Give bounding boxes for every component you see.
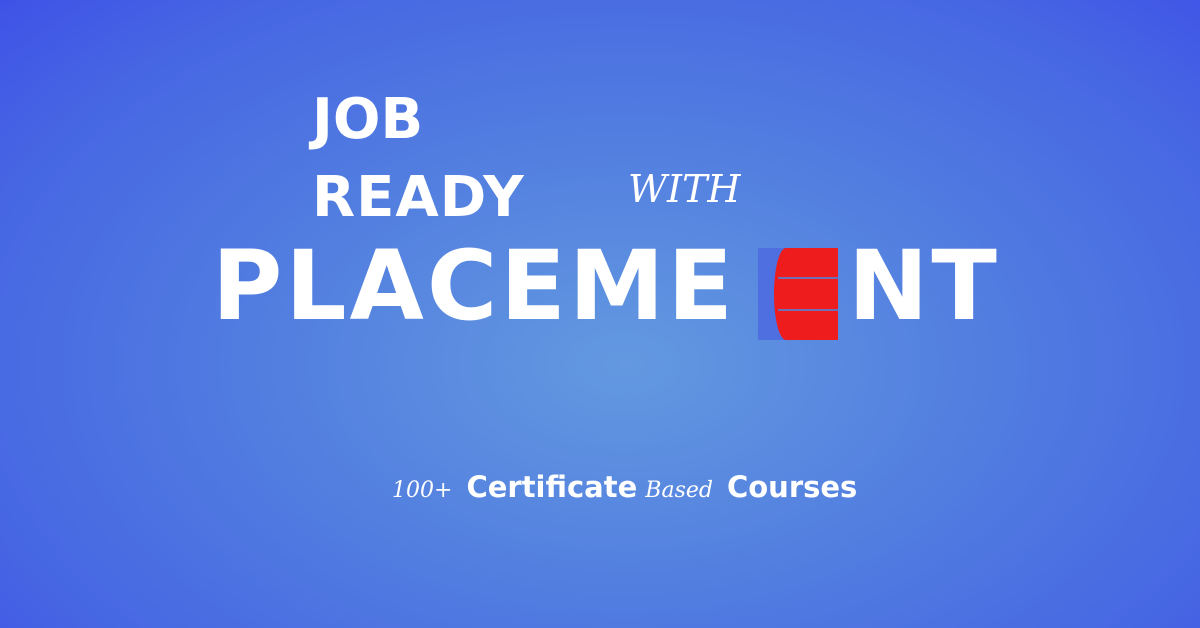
tagline-courses: Courses <box>726 470 858 504</box>
tagline-count: 100+ <box>392 478 453 503</box>
tagline-based: Based <box>645 478 713 503</box>
headline-job: JOB <box>312 87 424 152</box>
tagline-certificate: Certificate <box>466 470 638 504</box>
headline-with: WITH <box>628 167 741 211</box>
red-stacked-e-icon <box>758 248 838 340</box>
headline-ready: READY <box>312 165 525 230</box>
headline-placement-end: NT <box>848 230 1000 342</box>
headline-placement-start: PLACEME <box>212 230 736 342</box>
tagline <box>392 470 857 510</box>
